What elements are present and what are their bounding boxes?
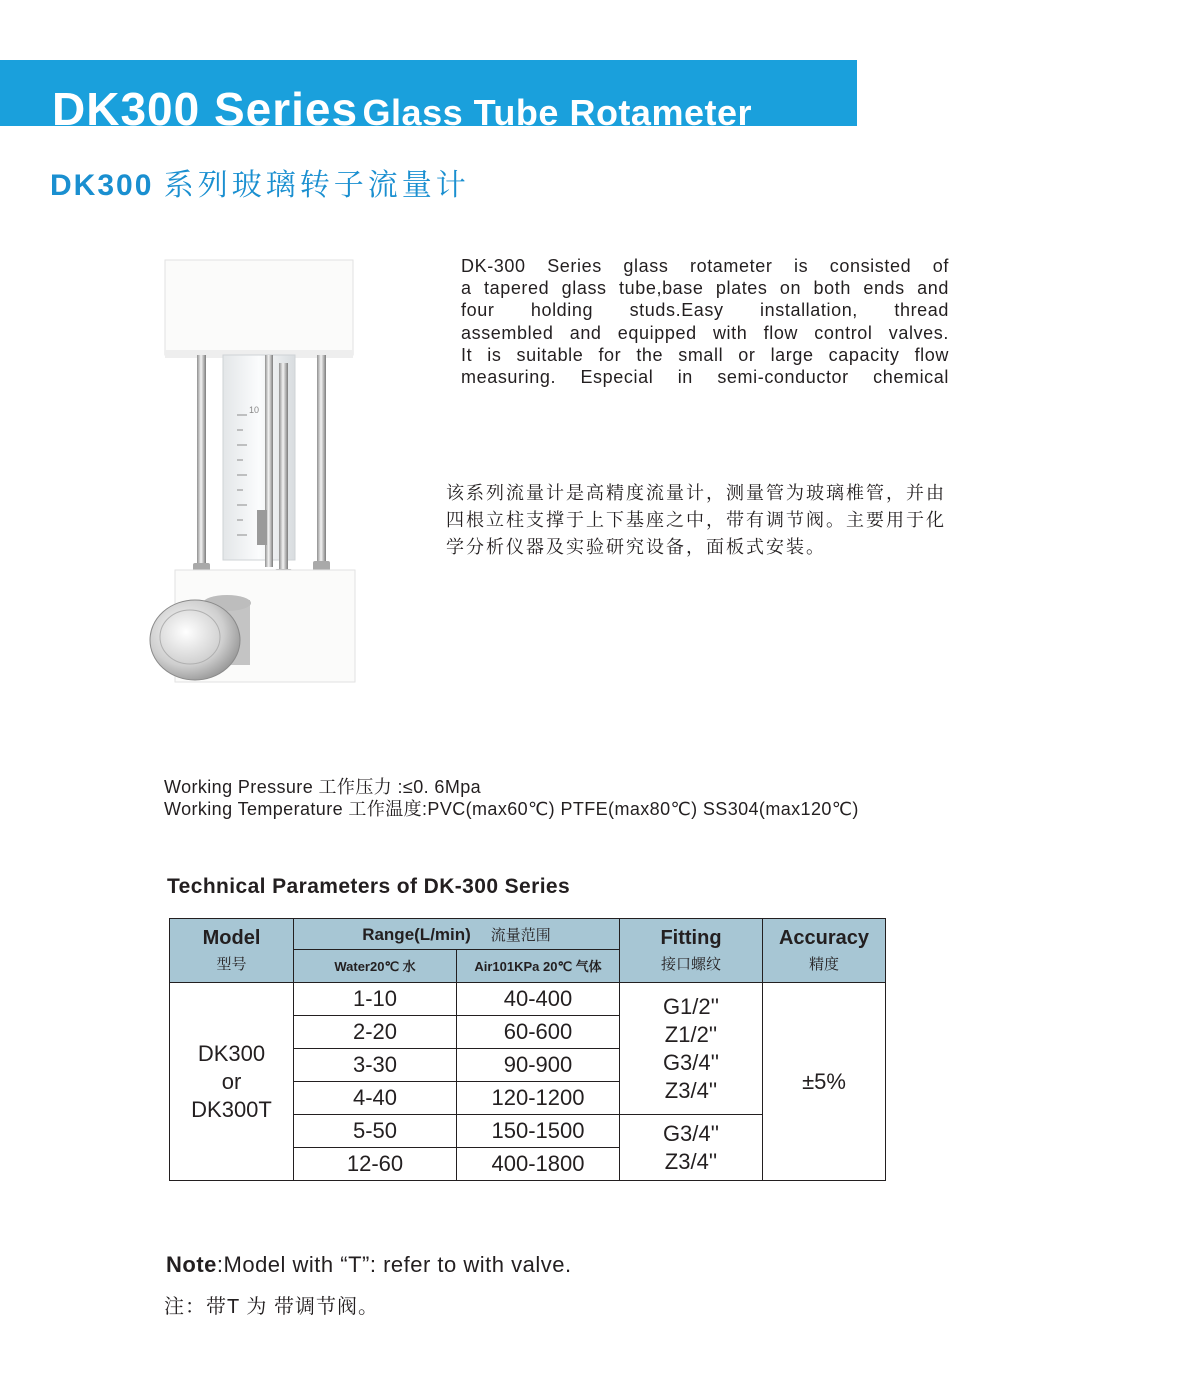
description-chinese — [446, 480, 976, 561]
note-chinese: 注：带T 为 带调节阀。 — [164, 1296, 379, 1318]
header-water: Water20℃ 水 — [294, 950, 457, 983]
subtitle-cn: 系列玻璃转子流量计 — [163, 169, 470, 202]
fitting-cell: G3/4'' Z3/4'' — [620, 1115, 763, 1181]
model-cell: DK300 or DK300T — [170, 983, 294, 1181]
header-range: Range(L/min) 流量范围 — [294, 919, 620, 950]
fitting-cell: G1/2'' Z1/2'' G3/4'' Z3/4'' — [620, 983, 763, 1115]
water-range-cell: 1-10 — [294, 983, 457, 1016]
description-english — [461, 255, 949, 388]
air-range-cell: 40-400 — [457, 983, 620, 1016]
parameters-table — [169, 918, 886, 1181]
working-pressure: Working Pressure 工作压力 :≤0. 6Mpa — [164, 777, 482, 797]
table-title: Technical Parameters of DK-300 Series — [167, 875, 571, 898]
air-range-cell: 60-600 — [457, 1016, 620, 1049]
description-line: DK-300 Series glass rotameter is consisted of — [461, 256, 949, 276]
header-fitting: Fitting 接口螺纹 — [620, 919, 763, 983]
water-range-cell: 2-20 — [294, 1016, 457, 1049]
product-image — [145, 255, 370, 695]
scale-label: 10 — [249, 405, 260, 415]
description-cn-line: 学分析仪器及实验研究设备，面板式安装。 — [446, 537, 826, 557]
air-range-cell: 90-900 — [457, 1049, 620, 1082]
note-label: Note — [166, 1252, 217, 1277]
note — [166, 1252, 572, 1278]
water-range-cell: 12-60 — [294, 1148, 457, 1181]
subtitle-model: DK300 — [50, 169, 154, 202]
glass-tube-rotameter-image — [145, 255, 370, 695]
table-header-row — [170, 919, 886, 950]
title-rest: Glass Tube Rotameter — [362, 92, 752, 126]
description-line: It is suitable for the small or large capacity flow — [461, 344, 949, 365]
title-banner — [0, 60, 857, 126]
air-range-cell: 400-1800 — [457, 1148, 620, 1181]
working-temperature: Working Temperature 工作温度:PVC(max60℃) PTFE(max80℃) SS304(max120℃) — [164, 799, 859, 819]
title-main: DK300 Series — [52, 83, 359, 126]
description-cn-line: 该系列流量计是高精度流量计，测量管为玻璃椎管，并由 — [446, 483, 946, 503]
table-row — [170, 983, 886, 1016]
air-range-cell: 150-1500 — [457, 1115, 620, 1148]
page-title — [52, 83, 752, 126]
description-cn-line: 四根立柱支撑于上下基座之中，带有调节阀。主要用于化 — [446, 510, 946, 530]
header-accuracy: Accuracy 精度 — [763, 919, 886, 983]
description-line: measuring. Especial in semi-conductor chemical — [461, 367, 949, 388]
description-line: four holding studs.Easy installation, thread — [461, 300, 949, 321]
accuracy-cell: ±5% — [763, 983, 886, 1181]
description-line: assembled and equipped with flow control valves. — [461, 322, 949, 343]
header-model: Model 型号 — [170, 919, 294, 983]
description-line: a tapered glass tube,base plates on both ends and — [461, 278, 949, 299]
air-range-cell: 120-1200 — [457, 1082, 620, 1115]
header-air: Air101KPa 20℃ 气体 — [457, 950, 620, 983]
water-range-cell: 5-50 — [294, 1115, 457, 1148]
working-specs — [164, 776, 859, 820]
water-range-cell: 3-30 — [294, 1049, 457, 1082]
note-text: :Model with “T”: refer to with valve. — [216, 1252, 572, 1277]
page-subtitle — [50, 160, 470, 204]
water-range-cell: 4-40 — [294, 1082, 457, 1115]
